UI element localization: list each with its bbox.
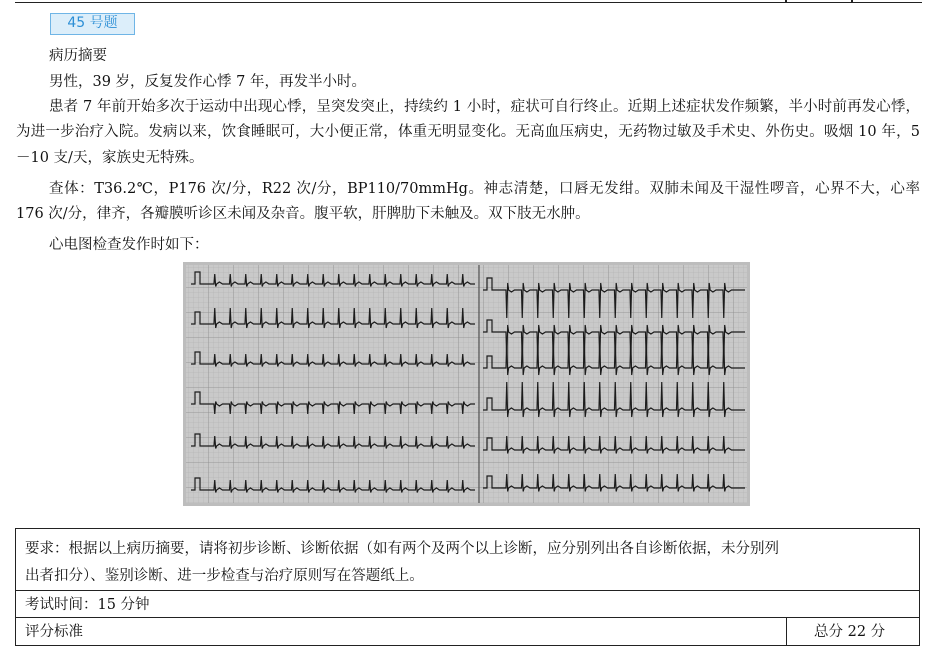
exam-time: 考试时间：15 分钟 xyxy=(25,597,150,613)
ecg-caption: 心电图检查发作时如下： xyxy=(49,237,209,253)
requirements-box xyxy=(15,528,920,646)
top-rule-tick xyxy=(785,0,787,2)
scoring-label: 评分标准 xyxy=(25,624,83,640)
total-score: 总分 22 分 xyxy=(814,624,886,640)
exam-paragraph: 查体：T36.2℃，P176 次/分，R22 次/分，BP110/70mmHg。神志清楚，口唇无发绀。双肺未闻及干湿性啰音，心界不大，心率 176 次/分，律齐，各瓣膜听诊区未闻及杂音。腹平软，肝脾肋下未触及。双下肢无水肿。 xyxy=(16,181,920,223)
top-rule-tick xyxy=(851,0,853,2)
section-title: 病历摘要 xyxy=(49,48,107,64)
top-rule xyxy=(15,0,922,3)
requirements-line-1: 要求：根据以上病历摘要，请将初步诊断、诊断依据（如有两个及两个以上诊断，应分别列出各自诊断依据，未分别列 xyxy=(25,541,779,557)
row-divider xyxy=(16,590,919,591)
column-divider xyxy=(786,617,787,645)
row-divider xyxy=(16,617,919,618)
ecg-strip-image xyxy=(183,262,750,506)
history-paragraph: 患者 7 年前开始多次于运动中出现心悸，呈突发突止，持续约 1 小时，症状可自行终止。近期上述症状发作频繁，半小时前再发心悸，为进一步治疗入院。发病以来，饮食睡眠可，大小便正常，体重无明显变化。无高血压病史，无药物过敏及手术史、外伤史。吸烟 10 年，5－10 支/天，家族史无特殊。 xyxy=(16,99,920,166)
requirements-line-2: 出者扣分）、鉴别诊断、进一步检查与治疗原则写在答题纸上。 xyxy=(25,568,424,584)
chief-complaint: 男性，39 岁，反复发作心悸 7 年，再发半小时。 xyxy=(49,74,367,90)
question-number-badge: 45 号题 xyxy=(50,13,135,35)
